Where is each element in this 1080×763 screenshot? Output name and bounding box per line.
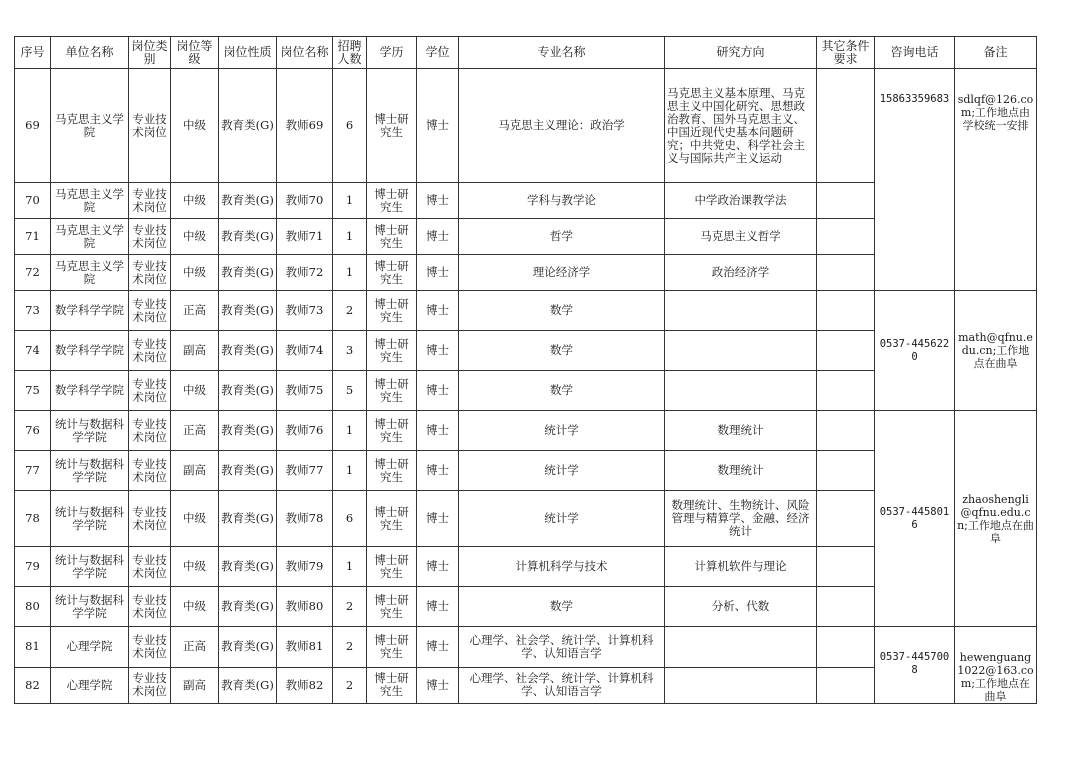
cell-major: 心理学、社会学、统计学、计算机科学、认知语言学 (459, 627, 665, 668)
cell-education: 博士研究生 (367, 371, 417, 411)
recruitment-table (14, 36, 1037, 704)
cell-category: 专业技术岗位 (129, 255, 171, 291)
cell-phone: 0537-4456220 (875, 291, 955, 411)
cell-major: 统计学 (459, 491, 665, 547)
cell-unit: 统计与数据科学学院 (51, 411, 129, 451)
cell-post: 教师73 (277, 291, 333, 331)
cell-education: 博士研究生 (367, 411, 417, 451)
cell-education: 博士研究生 (367, 667, 417, 703)
cell-level: 中级 (171, 491, 219, 547)
cell-major: 学科与教学论 (459, 183, 665, 219)
table-row (15, 69, 1037, 183)
cell-category: 专业技术岗位 (129, 69, 171, 183)
cell-category: 专业技术岗位 (129, 291, 171, 331)
cell-education: 博士研究生 (367, 627, 417, 668)
cell-degree: 博士 (417, 183, 459, 219)
cell-no: 79 (15, 547, 51, 587)
cell-nature: 教育类(G) (219, 183, 277, 219)
cell-degree: 博士 (417, 371, 459, 411)
table-row (15, 627, 1037, 668)
cell-category: 专业技术岗位 (129, 627, 171, 668)
cell-post: 教师81 (277, 627, 333, 668)
cell-other (817, 371, 875, 411)
cell-direction: 政治经济学 (665, 255, 817, 291)
cell-no: 72 (15, 255, 51, 291)
header-count: 招聘人数 (333, 37, 367, 69)
cell-degree: 博士 (417, 491, 459, 547)
cell-direction: 计算机软件与理论 (665, 547, 817, 587)
cell-other (817, 491, 875, 547)
cell-degree: 博士 (417, 331, 459, 371)
cell-education: 博士研究生 (367, 69, 417, 183)
cell-level: 副高 (171, 331, 219, 371)
cell-category: 专业技术岗位 (129, 587, 171, 627)
cell-post: 教师77 (277, 451, 333, 491)
cell-category: 专业技术岗位 (129, 183, 171, 219)
cell-count: 1 (333, 411, 367, 451)
cell-direction (665, 627, 817, 668)
cell-note: math@qfnu.edu.cn;工作地点在曲阜 (955, 291, 1037, 411)
cell-level: 正高 (171, 627, 219, 668)
header-education: 学历 (367, 37, 417, 69)
cell-level: 正高 (171, 291, 219, 331)
cell-category: 专业技术岗位 (129, 667, 171, 703)
header-other: 其它条件要求 (817, 37, 875, 69)
cell-note: sdlqf@126.com;工作地点由学校统一安排 (955, 69, 1037, 291)
cell-direction: 数理统计 (665, 451, 817, 491)
cell-degree: 博士 (417, 69, 459, 183)
cell-phone: 15863359683 (875, 69, 955, 291)
cell-no: 75 (15, 371, 51, 411)
cell-education: 博士研究生 (367, 331, 417, 371)
cell-education: 博士研究生 (367, 587, 417, 627)
cell-note: hewenguang1022@163.com;工作地点在曲阜 (955, 627, 1037, 704)
cell-direction: 数理统计 (665, 411, 817, 451)
header-row (15, 37, 1037, 69)
cell-other (817, 547, 875, 587)
cell-no: 70 (15, 183, 51, 219)
cell-count: 1 (333, 451, 367, 491)
cell-direction (665, 371, 817, 411)
header-unit: 单位名称 (51, 37, 129, 69)
cell-no: 69 (15, 69, 51, 183)
cell-level: 副高 (171, 451, 219, 491)
cell-nature: 教育类(G) (219, 491, 277, 547)
cell-unit: 数学科学学院 (51, 331, 129, 371)
cell-level: 中级 (171, 255, 219, 291)
cell-level: 中级 (171, 547, 219, 587)
cell-level: 中级 (171, 587, 219, 627)
cell-post: 教师69 (277, 69, 333, 183)
header-degree: 学位 (417, 37, 459, 69)
cell-major: 理论经济学 (459, 255, 665, 291)
cell-post: 教师71 (277, 219, 333, 255)
cell-post: 教师78 (277, 491, 333, 547)
cell-nature: 教育类(G) (219, 291, 277, 331)
cell-post: 教师70 (277, 183, 333, 219)
cell-other (817, 69, 875, 183)
cell-other (817, 183, 875, 219)
header-major: 专业名称 (459, 37, 665, 69)
cell-degree: 博士 (417, 587, 459, 627)
cell-unit: 数学科学学院 (51, 371, 129, 411)
cell-other (817, 291, 875, 331)
cell-count: 6 (333, 69, 367, 183)
cell-direction: 马克思主义基本原理、马克思主义中国化研究、思想政治教育、国外马克思主义、中国近现代史基本问题研究；中共党史、科学社会主义与国际共产主义运动 (665, 69, 817, 183)
cell-degree: 博士 (417, 667, 459, 703)
cell-direction (665, 291, 817, 331)
cell-count: 1 (333, 547, 367, 587)
cell-post: 教师72 (277, 255, 333, 291)
cell-level: 中级 (171, 69, 219, 183)
cell-degree: 博士 (417, 255, 459, 291)
cell-count: 1 (333, 255, 367, 291)
cell-level: 副高 (171, 667, 219, 703)
cell-major: 数学 (459, 587, 665, 627)
cell-no: 80 (15, 587, 51, 627)
cell-no: 78 (15, 491, 51, 547)
header-direction: 研究方向 (665, 37, 817, 69)
cell-phone: 0537-4457008 (875, 627, 955, 704)
cell-degree: 博士 (417, 547, 459, 587)
cell-other (817, 219, 875, 255)
cell-post: 教师80 (277, 587, 333, 627)
cell-count: 6 (333, 491, 367, 547)
table-row (15, 411, 1037, 451)
cell-direction: 分析、代数 (665, 587, 817, 627)
cell-major: 数学 (459, 371, 665, 411)
cell-other (817, 331, 875, 371)
cell-nature: 教育类(G) (219, 219, 277, 255)
cell-no: 81 (15, 627, 51, 668)
cell-other (817, 255, 875, 291)
cell-degree: 博士 (417, 219, 459, 255)
cell-direction (665, 667, 817, 703)
cell-major: 数学 (459, 331, 665, 371)
cell-major: 计算机科学与技术 (459, 547, 665, 587)
header-note: 备注 (955, 37, 1037, 69)
cell-unit: 马克思主义学院 (51, 219, 129, 255)
cell-post: 教师76 (277, 411, 333, 451)
cell-count: 2 (333, 627, 367, 668)
cell-no: 74 (15, 331, 51, 371)
cell-education: 博士研究生 (367, 491, 417, 547)
cell-count: 2 (333, 667, 367, 703)
cell-no: 77 (15, 451, 51, 491)
cell-major: 统计学 (459, 451, 665, 491)
cell-unit: 心理学院 (51, 627, 129, 668)
cell-unit: 统计与数据科学学院 (51, 491, 129, 547)
cell-education: 博士研究生 (367, 219, 417, 255)
cell-other (817, 587, 875, 627)
cell-category: 专业技术岗位 (129, 547, 171, 587)
cell-degree: 博士 (417, 627, 459, 668)
cell-count: 2 (333, 291, 367, 331)
cell-education: 博士研究生 (367, 255, 417, 291)
cell-direction (665, 331, 817, 371)
cell-category: 专业技术岗位 (129, 491, 171, 547)
cell-other (817, 627, 875, 668)
cell-degree: 博士 (417, 411, 459, 451)
cell-count: 5 (333, 371, 367, 411)
cell-level: 中级 (171, 183, 219, 219)
header-post: 岗位名称 (277, 37, 333, 69)
cell-unit: 心理学院 (51, 667, 129, 703)
cell-other (817, 411, 875, 451)
cell-post: 教师82 (277, 667, 333, 703)
header-level: 岗位等级 (171, 37, 219, 69)
cell-unit: 统计与数据科学学院 (51, 587, 129, 627)
cell-no: 76 (15, 411, 51, 451)
cell-nature: 教育类(G) (219, 587, 277, 627)
cell-no: 73 (15, 291, 51, 331)
cell-major: 哲学 (459, 219, 665, 255)
cell-degree: 博士 (417, 291, 459, 331)
cell-phone: 0537-4458016 (875, 411, 955, 627)
cell-level: 正高 (171, 411, 219, 451)
cell-count: 3 (333, 331, 367, 371)
cell-nature: 教育类(G) (219, 451, 277, 491)
cell-unit: 马克思主义学院 (51, 69, 129, 183)
cell-education: 博士研究生 (367, 183, 417, 219)
cell-post: 教师75 (277, 371, 333, 411)
cell-education: 博士研究生 (367, 547, 417, 587)
table-row (15, 291, 1037, 331)
cell-major: 统计学 (459, 411, 665, 451)
cell-education: 博士研究生 (367, 291, 417, 331)
cell-category: 专业技术岗位 (129, 371, 171, 411)
cell-count: 1 (333, 219, 367, 255)
cell-category: 专业技术岗位 (129, 219, 171, 255)
cell-nature: 教育类(G) (219, 667, 277, 703)
cell-nature: 教育类(G) (219, 331, 277, 371)
cell-other (817, 451, 875, 491)
header-no: 序号 (15, 37, 51, 69)
cell-count: 2 (333, 587, 367, 627)
cell-nature: 教育类(G) (219, 255, 277, 291)
header-phone: 咨询电话 (875, 37, 955, 69)
cell-post: 教师79 (277, 547, 333, 587)
cell-major: 马克思主义理论：政治学 (459, 69, 665, 183)
cell-category: 专业技术岗位 (129, 331, 171, 371)
cell-note: zhaoshengli@qfnu.edu.cn;工作地点在曲阜 (955, 411, 1037, 627)
cell-nature: 教育类(G) (219, 411, 277, 451)
cell-level: 中级 (171, 219, 219, 255)
cell-nature: 教育类(G) (219, 547, 277, 587)
cell-unit: 马克思主义学院 (51, 255, 129, 291)
cell-unit: 统计与数据科学学院 (51, 451, 129, 491)
cell-category: 专业技术岗位 (129, 411, 171, 451)
header-nature: 岗位性质 (219, 37, 277, 69)
cell-category: 专业技术岗位 (129, 451, 171, 491)
cell-nature: 教育类(G) (219, 69, 277, 183)
cell-other (817, 667, 875, 703)
cell-unit: 统计与数据科学学院 (51, 547, 129, 587)
cell-nature: 教育类(G) (219, 627, 277, 668)
cell-major: 数学 (459, 291, 665, 331)
cell-nature: 教育类(G) (219, 371, 277, 411)
cell-education: 博士研究生 (367, 451, 417, 491)
cell-direction: 数理统计、生物统计、风险管理与精算学、金融、经济统计 (665, 491, 817, 547)
cell-major: 心理学、社会学、统计学、计算机科学、认知语言学 (459, 667, 665, 703)
cell-no: 82 (15, 667, 51, 703)
cell-count: 1 (333, 183, 367, 219)
cell-direction: 中学政治课教学法 (665, 183, 817, 219)
cell-degree: 博士 (417, 451, 459, 491)
cell-unit: 数学科学学院 (51, 291, 129, 331)
cell-post: 教师74 (277, 331, 333, 371)
header-category: 岗位类别 (129, 37, 171, 69)
cell-no: 71 (15, 219, 51, 255)
cell-direction: 马克思主义哲学 (665, 219, 817, 255)
cell-level: 中级 (171, 371, 219, 411)
cell-unit: 马克思主义学院 (51, 183, 129, 219)
